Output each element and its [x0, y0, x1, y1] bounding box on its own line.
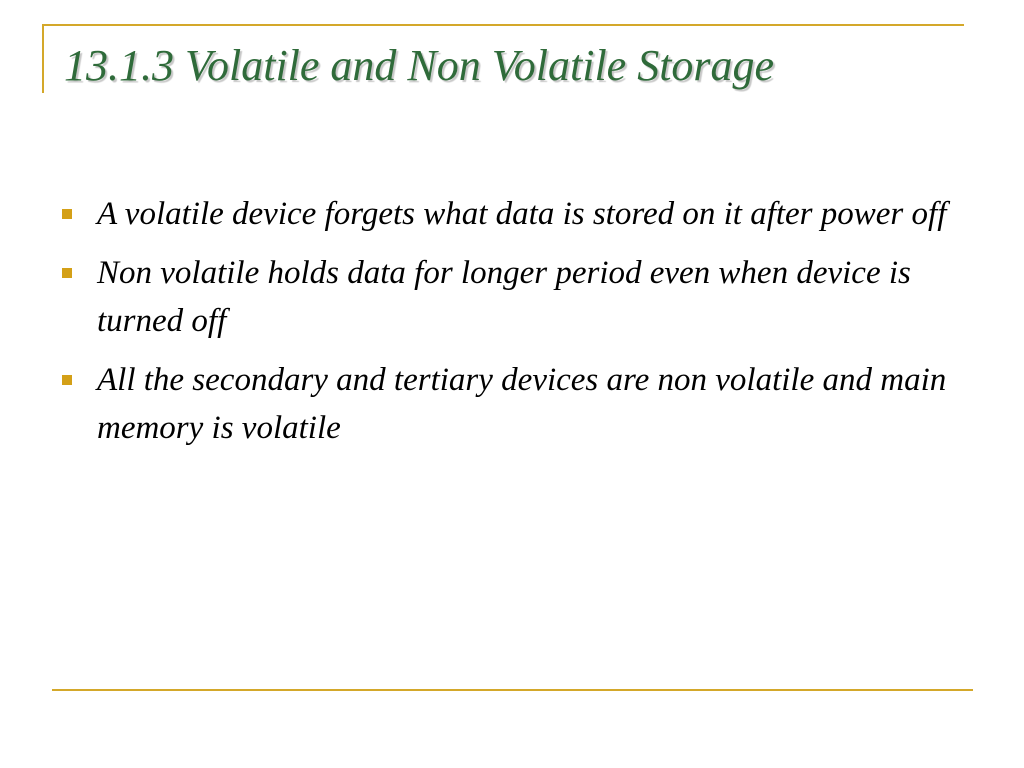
bullet-list [62, 190, 972, 463]
slide-title: 13.1.3 Volatile and Non Volatile Storage [64, 41, 775, 90]
bottom-divider-line [52, 689, 973, 691]
bullet-item [62, 356, 972, 452]
square-bullet-icon [62, 268, 72, 278]
square-bullet-icon [62, 209, 72, 219]
top-divider-line [42, 24, 964, 26]
square-bullet-icon [62, 375, 72, 385]
bullet-text: A volatile device forgets what data is stored on it after power off [97, 196, 947, 232]
bullet-item [62, 249, 972, 345]
bullet-text: Non volatile holds data for longer period even when device is turned off [97, 255, 911, 339]
left-divider-line [42, 24, 44, 93]
bullet-item [62, 190, 972, 238]
bullet-text: All the secondary and tertiary devices are non volatile and main memory is volatile [97, 362, 947, 446]
